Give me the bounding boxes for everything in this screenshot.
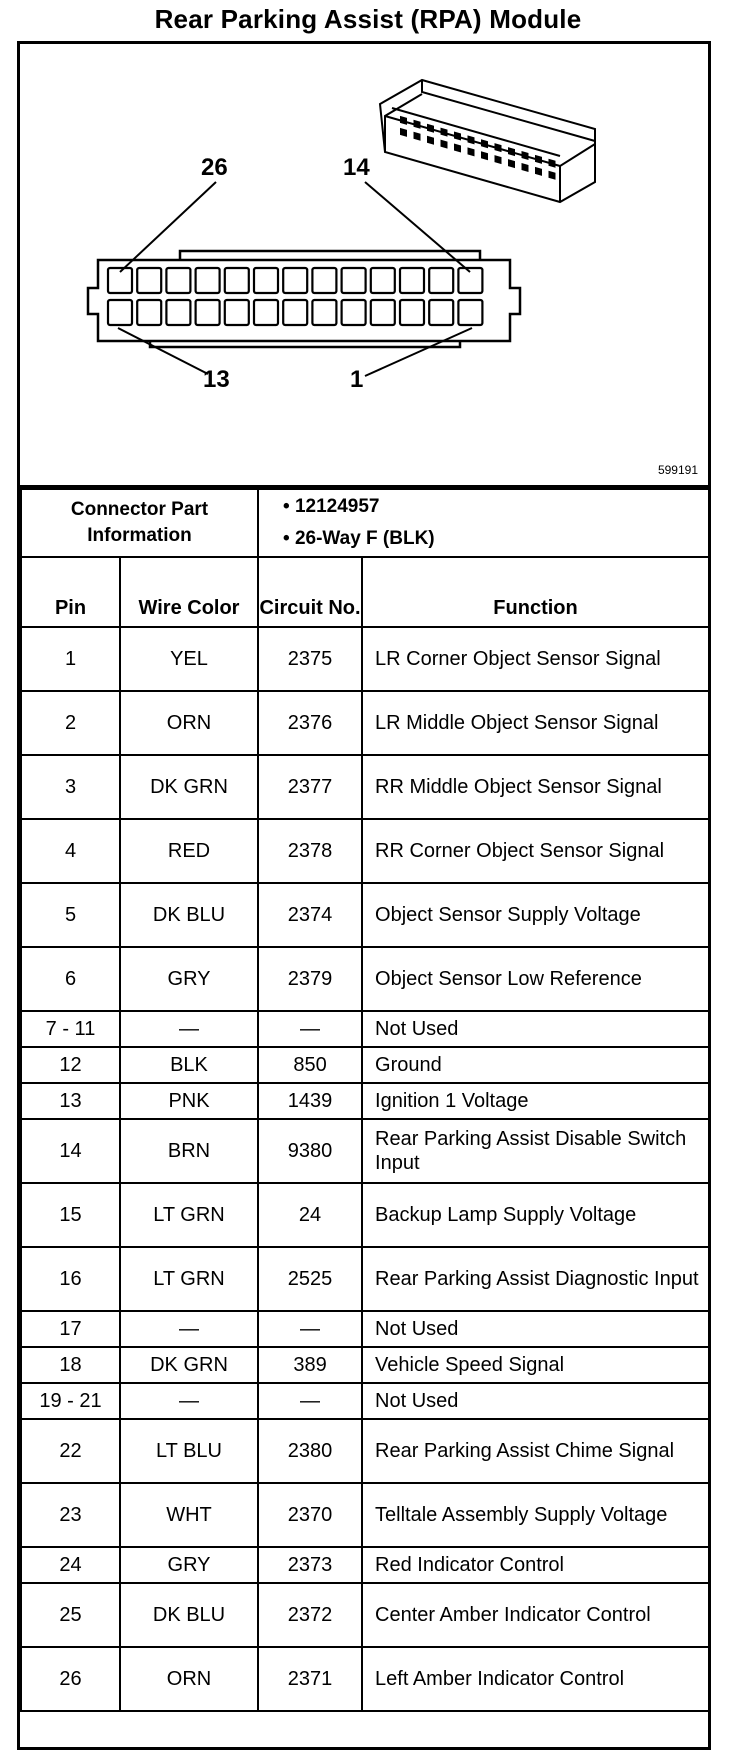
pin-cavity	[254, 268, 278, 293]
pin-cell: 6	[21, 947, 120, 1011]
pin-cavity	[429, 300, 453, 325]
wire-color-cell: LT GRN	[120, 1247, 258, 1311]
pin-cavity-3d	[522, 163, 529, 172]
function-cell: Not Used	[362, 1311, 709, 1347]
function-cell: RR Middle Object Sensor Signal	[362, 755, 709, 819]
pin-cavity	[254, 300, 278, 325]
connector-info-label: Connector Part Information	[21, 489, 258, 557]
circuit-cell: —	[258, 1383, 362, 1419]
circuit-cell: 2371	[258, 1647, 362, 1711]
function-cell: Ignition 1 Voltage	[362, 1083, 709, 1119]
pin-cavities	[108, 268, 482, 325]
table-row	[21, 1347, 709, 1383]
connector-info-values	[258, 489, 709, 557]
pin-cavity	[312, 268, 336, 293]
table-row	[21, 1183, 709, 1247]
function-cell: Left Amber Indicator Control	[362, 1647, 709, 1711]
circuit-cell: 389	[258, 1347, 362, 1383]
wire-color-cell: GRY	[120, 1547, 258, 1583]
pinout-table	[20, 488, 710, 1712]
connector-description: • 26-Way F (BLK)	[283, 528, 435, 549]
table-row	[21, 1419, 709, 1483]
wire-color-cell: DK BLU	[120, 1583, 258, 1647]
pin-cell: 12	[21, 1047, 120, 1083]
table-row	[21, 1547, 709, 1583]
wire-color-cell: —	[120, 1383, 258, 1419]
pin-column-header: Pin	[21, 557, 120, 627]
pin-cavity-3d	[508, 159, 515, 168]
pin-cavity-3d	[400, 128, 407, 137]
function-cell: Telltale Assembly Supply Voltage	[362, 1483, 709, 1547]
pin-cavity-3d	[468, 147, 475, 156]
pin-cavity-3d	[414, 132, 421, 141]
circuit-cell: 2525	[258, 1247, 362, 1311]
circuit-cell: 850	[258, 1047, 362, 1083]
connector-info-row	[21, 489, 709, 557]
wire-color-cell: LT BLU	[120, 1419, 258, 1483]
circuit-cell: 9380	[258, 1119, 362, 1183]
pin-cavity	[458, 268, 482, 293]
pin-cavity-3d	[508, 147, 515, 156]
function-cell: Center Amber Indicator Control	[362, 1583, 709, 1647]
pin-cavity	[196, 300, 220, 325]
table-row	[21, 1583, 709, 1647]
function-column-header: Function	[362, 557, 709, 627]
pin-cell: 7 - 11	[21, 1011, 120, 1047]
pin-cavity-3d	[454, 131, 461, 140]
pin-cavity-3d	[481, 151, 488, 160]
pin-cell: 15	[21, 1183, 120, 1247]
pin-cell: 14	[21, 1119, 120, 1183]
pin-cavity	[458, 300, 482, 325]
connector-diagram	[20, 44, 708, 488]
function-cell: Rear Parking Assist Disable Switch Input	[362, 1119, 709, 1183]
pin-cavity	[108, 300, 132, 325]
table-row	[21, 1483, 709, 1547]
connector-face-drawing	[20, 44, 708, 485]
table-row	[21, 1011, 709, 1047]
pin-cavity	[283, 268, 307, 293]
pin-cell: 25	[21, 1583, 120, 1647]
pin-cavity	[400, 300, 424, 325]
function-cell: Vehicle Speed Signal	[362, 1347, 709, 1383]
circuit-cell: 2379	[258, 947, 362, 1011]
circuit-cell: 2377	[258, 755, 362, 819]
wire-color-cell: DK GRN	[120, 755, 258, 819]
pin-cavity-3d	[427, 124, 434, 133]
circuit-cell: 2374	[258, 883, 362, 947]
wire-color-cell: RED	[120, 819, 258, 883]
pin-cavity	[196, 268, 220, 293]
pin-cavity-3d	[468, 135, 475, 144]
circuit-cell: 24	[258, 1183, 362, 1247]
pin-cavity-3d	[535, 167, 542, 176]
pin-cavity-3d	[495, 143, 502, 152]
pin-cell: 22	[21, 1419, 120, 1483]
table-header	[21, 557, 709, 627]
function-cell: Object Sensor Supply Voltage	[362, 883, 709, 947]
wire-color-cell: —	[120, 1311, 258, 1347]
circuit-cell: —	[258, 1311, 362, 1347]
pin-cavity-3d	[441, 140, 448, 149]
connector-3d-icon	[380, 80, 595, 202]
pin-cavity	[137, 268, 161, 293]
wire-color-cell: YEL	[120, 627, 258, 691]
pin-cavity-3d	[549, 171, 556, 180]
page-title: Rear Parking Assist (RPA) Module	[154, 4, 582, 34]
function-cell: LR Middle Object Sensor Signal	[362, 691, 709, 755]
circuit-cell: 2375	[258, 627, 362, 691]
pin-26-label: 26	[201, 154, 228, 181]
circuit-cell: 2380	[258, 1419, 362, 1483]
wire-color-cell: GRY	[120, 947, 258, 1011]
table-row	[21, 755, 709, 819]
function-cell: LR Corner Object Sensor Signal	[362, 627, 709, 691]
pin-cell: 18	[21, 1347, 120, 1383]
pin-cell: 5	[21, 883, 120, 947]
pin-cell: 1	[21, 627, 120, 691]
function-cell: Ground	[362, 1047, 709, 1083]
pin-cavity	[342, 300, 366, 325]
table-row	[21, 1083, 709, 1119]
circuit-cell: 1439	[258, 1083, 362, 1119]
pin-cavity	[429, 268, 453, 293]
wire-color-cell: ORN	[120, 691, 258, 755]
table-row	[21, 627, 709, 691]
function-cell: Object Sensor Low Reference	[362, 947, 709, 1011]
pin-cell: 17	[21, 1311, 120, 1347]
circuit-cell: —	[258, 1011, 362, 1047]
circuit-cell: 2373	[258, 1547, 362, 1583]
function-cell: Red Indicator Control	[362, 1547, 709, 1583]
table-row	[21, 947, 709, 1011]
function-cell: RR Corner Object Sensor Signal	[362, 819, 709, 883]
pin-cell: 24	[21, 1547, 120, 1583]
pin-cell: 13	[21, 1083, 120, 1119]
figure-number: 599191	[657, 463, 698, 477]
function-cell: Not Used	[362, 1383, 709, 1419]
wire-color-column-header: Wire Color	[120, 557, 258, 627]
pin-cavity	[225, 300, 249, 325]
pin-14-label: 14	[343, 154, 370, 181]
wire-color-cell: BRN	[120, 1119, 258, 1183]
connector-part-number: • 12124957	[283, 496, 380, 517]
pin-cavity-3d	[427, 136, 434, 145]
pin-cell: 19 - 21	[21, 1383, 120, 1419]
table-row	[21, 1383, 709, 1419]
wire-color-cell: —	[120, 1011, 258, 1047]
circuit-cell: 2376	[258, 691, 362, 755]
table-row	[21, 1047, 709, 1083]
pin-cavity	[400, 268, 424, 293]
wire-color-cell: PNK	[120, 1083, 258, 1119]
pin-cavity	[371, 268, 395, 293]
pin-cavity	[371, 300, 395, 325]
pin-cavity-3d	[414, 120, 421, 129]
wire-color-cell: ORN	[120, 1647, 258, 1711]
function-cell: Backup Lamp Supply Voltage	[362, 1183, 709, 1247]
pin-cavity-3d	[481, 139, 488, 148]
pin-cavity	[166, 268, 190, 293]
pin-cavity	[225, 268, 249, 293]
function-cell: Rear Parking Assist Chime Signal	[362, 1419, 709, 1483]
table-row	[21, 883, 709, 947]
pin-cavity	[166, 300, 190, 325]
connector-sheet	[17, 41, 711, 1750]
pin-13-label: 13	[203, 366, 230, 393]
circuit-cell: 2372	[258, 1583, 362, 1647]
pin-1-label: 1	[350, 366, 364, 393]
pin-cavity-3d	[495, 155, 502, 164]
pin-cavity	[137, 300, 161, 325]
pin-cavity-3d	[549, 159, 556, 168]
pin-cell: 16	[21, 1247, 120, 1311]
pin-cell: 26	[21, 1647, 120, 1711]
circuit-cell: 2378	[258, 819, 362, 883]
wire-color-cell: LT GRN	[120, 1183, 258, 1247]
pin-cavity-3d	[454, 143, 461, 152]
function-cell: Rear Parking Assist Diagnostic Input	[362, 1247, 709, 1311]
table-row	[21, 691, 709, 755]
wire-color-cell: BLK	[120, 1047, 258, 1083]
pin-cell: 23	[21, 1483, 120, 1547]
pin-cavity-3d	[441, 128, 448, 137]
pin-cavity-3d	[522, 151, 529, 160]
function-cell: Not Used	[362, 1011, 709, 1047]
table-row	[21, 819, 709, 883]
wire-color-cell: DK BLU	[120, 883, 258, 947]
table-row	[21, 1119, 709, 1183]
table-row	[21, 1311, 709, 1347]
pin-cavity-3d	[535, 155, 542, 164]
pin-cell: 3	[21, 755, 120, 819]
pin-cavity	[312, 300, 336, 325]
circuit-column-header: Circuit No.	[258, 557, 362, 627]
circuit-cell: 2370	[258, 1483, 362, 1547]
pin-cavity-3d	[400, 116, 407, 125]
table-row	[21, 1647, 709, 1711]
pin-cell: 4	[21, 819, 120, 883]
pin-cell: 2	[21, 691, 120, 755]
wire-color-cell: WHT	[120, 1483, 258, 1547]
table-row	[21, 1247, 709, 1311]
wire-color-cell: DK GRN	[120, 1347, 258, 1383]
pin-cavity	[342, 268, 366, 293]
pin-cavity	[283, 300, 307, 325]
